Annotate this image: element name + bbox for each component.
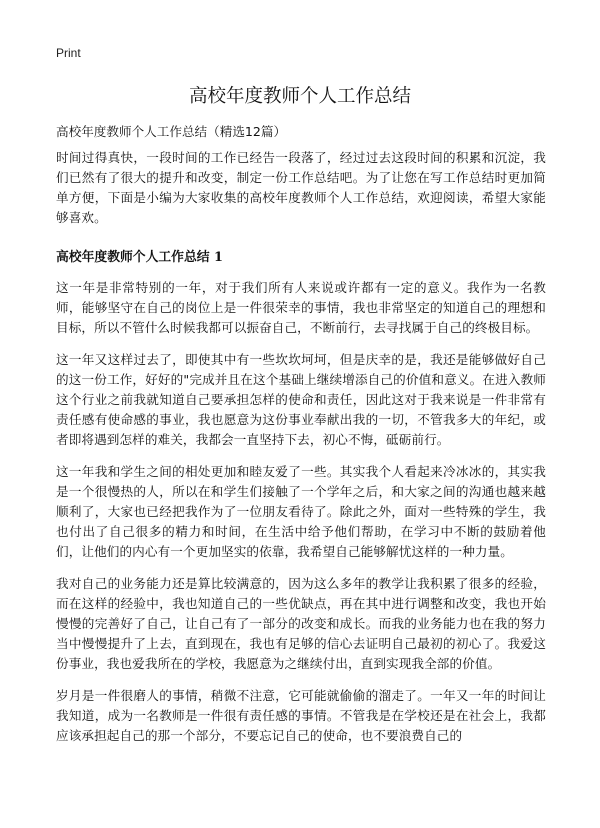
body-paragraph: 这一年我和学生之间的相处更加和睦友爱了一些。其实我个人看起来冷冰冰的，其实我是一个很慢热的人，所以在和学生们接触了一个学年之后，和大家之间的沟通也越来越顺利了，大家也已经把我作为了一位朋友看待了。除此之外，面对一些特殊的学生，我也付出了自己很多的精力和时间，在生活中给予他们帮助，在学习中不断的鼓励着他们，让他们的内心有一个更加坚实的依靠，我希望自己能够解忧这样的一种力量。	[56, 464, 546, 559]
body-paragraph: 岁月是一件很磨人的事情，稍微不注意，它可能就偷偷的溜走了。一年又一年的时间让我知道，成为一名教师是一件很有责任感的事情。不管我是在学校还是在社会上，我都应该承担起自己的那一个部分，不要忘记自己的使命，也不要浪费自己的	[56, 688, 546, 743]
document-title: 高校年度教师个人工作总结	[188, 86, 411, 107]
body-paragraph: 我对自己的业务能力还是算比较满意的，因为这么多年的教学让我积累了很多的经验，而在这样的经验中，我也知道自己的一些优缺点，再在其中进行调整和改变，我也开始慢慢的完善好了自己，让自己有了一部分的改变和成长。而我的业务能力也在我的努力当中慢慢提升了上去，直到现在，我也有足够的信心去证明自己最初的初心了。我爱这份事业，我也爱我所在的学校，我愿意为之继续付出，直到实现我全部的价值。	[56, 576, 546, 671]
document-body	[56, 148, 546, 758]
section-heading: 高校年度教师个人工作总结 1	[56, 250, 223, 265]
print-link[interactable]: Print	[56, 46, 81, 60]
document-subtitle: 高校年度教师个人工作总结（精选12篇）	[56, 124, 287, 139]
body-paragraph: 这一年又这样过去了，即使其中有一些坎坎坷坷，但是庆幸的是，我还是能够做好自己的这一份工作，好好的"完成并且在这个基础上继续增添自己的价值和意义。在进入教师这个行业之前我就知道自己要承担怎样的使命和责任，因此这对于我来说是一件非常有责任感有使命感的事业，我也愿意为这份事业奉献出我的一切，不管我多大的年纪，或者即将遇到怎样的难关，我都会一直坚持下去，初心不悔，砥砺前行。	[56, 352, 546, 447]
body-paragraph: 这一年是非常特别的一年，对于我们所有人来说或许都有一定的意义。我作为一名教师，能够坚守在自己的岗位上是一件很荣幸的事情，我也非常坚定的知道自己的理想和目标，所以不管什么时候我都可以振奋自己，不断前行，去寻找属于自己的终极目标。	[56, 280, 546, 335]
intro-paragraph: 时间过得真快，一段时间的工作已经告一段落了，经过过去这段时间的积累和沉淀，我们已然有了很大的提升和改变，制定一份工作总结吧。为了让您在写工作总结时更加简单方便，下面是小编为大家收集的高校年度教师个人工作总结，欢迎阅读，希望大家能够喜欢。	[56, 150, 546, 225]
